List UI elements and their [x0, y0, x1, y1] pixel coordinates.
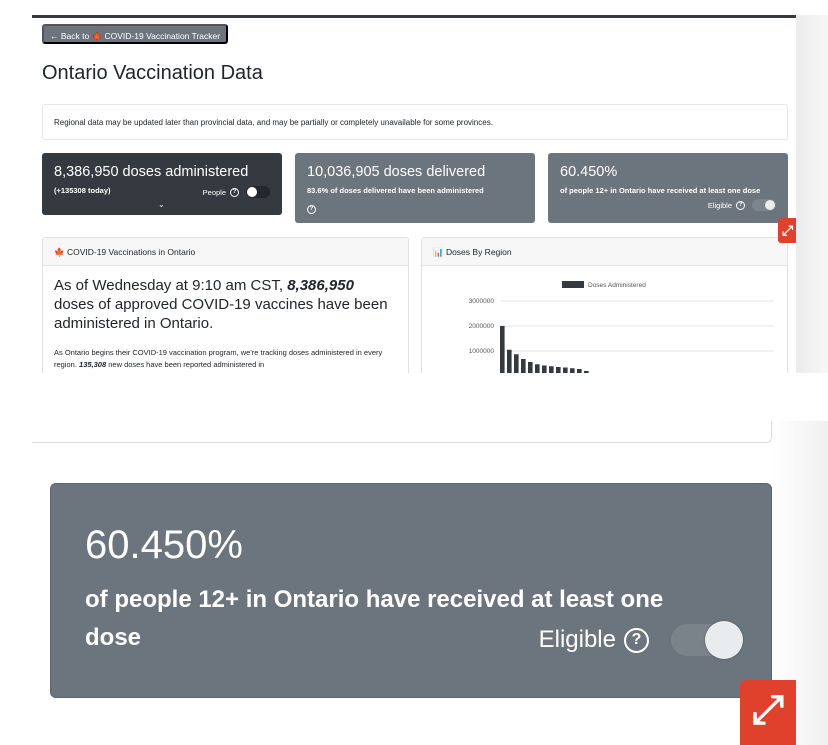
expand-icon[interactable]: ⤢	[740, 680, 796, 745]
bar	[577, 369, 582, 373]
help-icon[interactable]: ?	[624, 628, 649, 653]
people-toggle-label: People	[202, 187, 226, 197]
eligible-toggle-switch[interactable]	[752, 199, 776, 211]
toggle-knob	[765, 200, 775, 210]
vaccinations-body: As Ontario begins their COVID-19 vaccination program, we're tracking doses administered in every region. 135,308 new doses have been reported administered in	[54, 348, 383, 369]
eligible-stat-card	[548, 153, 788, 223]
eligible-sub: of people 12+ in Ontario have received at least one dose	[560, 186, 761, 195]
bar	[542, 366, 547, 374]
bar	[563, 368, 568, 374]
expand-icon[interactable]: ⤢	[778, 218, 796, 243]
eligible-stat-card-zoomed	[50, 483, 772, 698]
administered-stat-card[interactable]	[42, 153, 282, 215]
eligible-toggle-label: Eligible	[707, 200, 732, 210]
help-icon[interactable]: ?	[307, 205, 316, 214]
page-title: Ontario Vaccination Data	[42, 62, 263, 84]
vaccinations-headline: As of Wednesday at 9:10 am CST, 8,386,950 doses of approved COVID-19 vaccines have been administered in Ontario.	[54, 277, 388, 332]
people-toggle-switch[interactable]	[246, 186, 270, 198]
top-divider	[32, 15, 796, 18]
bar	[549, 366, 554, 373]
doses-by-region-header: 📊 Doses By Region	[422, 238, 787, 266]
y-tick-label: 2000000	[468, 323, 494, 330]
delivered-value: 10,036,905 doses delivered	[307, 164, 486, 180]
page-screenshot-top	[0, 0, 796, 373]
vaccinations-panel-header: 🍁 COVID-19 Vaccinations in Ontario	[43, 238, 408, 266]
card-bottom-edge	[32, 421, 772, 443]
doses-by-region-panel	[421, 237, 788, 373]
bar	[507, 350, 512, 373]
regional-data-notice: Regional data may be updated later than provincial data, and may be partially or completely unavailable for some provinces.	[42, 104, 788, 140]
delivered-stat-card	[295, 153, 535, 223]
eligible-value: 60.450%	[560, 164, 618, 180]
chevron-down-icon[interactable]: ⌄	[158, 200, 165, 209]
help-icon[interactable]: ?	[736, 201, 745, 210]
eligible-toggle-label-zoomed: Eligible	[538, 626, 616, 653]
page-edge-shadow	[796, 15, 828, 373]
delivered-sub: 83.6% of doses delivered have been administered	[307, 186, 484, 195]
legend-swatch	[562, 281, 584, 288]
bar	[521, 359, 526, 373]
bar	[535, 364, 540, 373]
help-icon[interactable]: ?	[230, 188, 239, 197]
eligible-value-zoomed: 60.450%	[85, 523, 243, 567]
toggle-knob	[705, 621, 743, 659]
bar	[528, 362, 533, 373]
doses-by-region-chart	[422, 266, 787, 373]
bar	[556, 367, 561, 373]
administered-today: (+135308 today)	[54, 186, 111, 195]
toggle-knob	[247, 187, 257, 197]
people-toggle-row[interactable]	[203, 186, 270, 198]
bar	[584, 371, 589, 373]
legend-label: Doses Administered	[588, 282, 646, 289]
back-to-tracker-button[interactable]: ← Back to 🍁 COVID-19 Vaccination Tracker	[42, 24, 228, 44]
y-tick-label: 3000000	[468, 298, 494, 305]
eligible-sub-zoomed: of people 12+ in Ontario have received at least one dose	[85, 586, 664, 651]
bar	[514, 354, 519, 373]
eligible-toggle-zoomed[interactable]	[539, 624, 743, 656]
eligible-toggle-switch-zoomed[interactable]	[671, 624, 743, 656]
administered-value: 8,386,950 doses administered	[54, 164, 249, 180]
bar	[570, 368, 575, 373]
bar	[500, 326, 505, 373]
eligible-toggle-row[interactable]	[708, 199, 776, 211]
vaccinations-panel	[42, 237, 409, 373]
y-tick-label: 1000000	[468, 348, 494, 355]
